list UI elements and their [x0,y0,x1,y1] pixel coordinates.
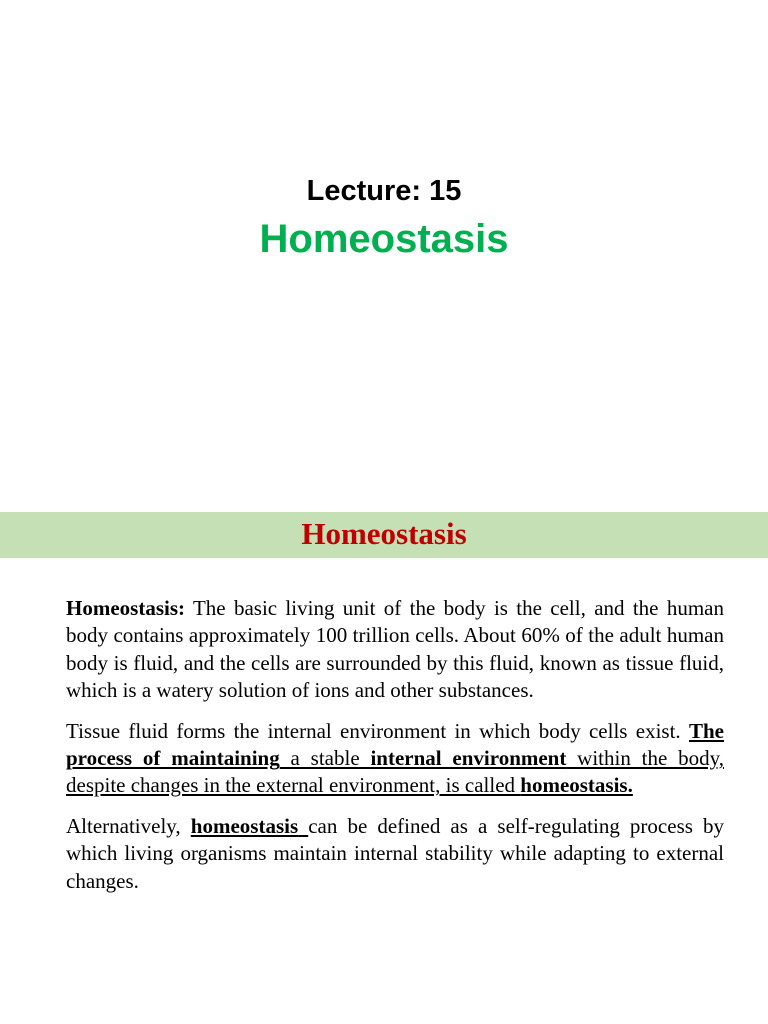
definition-text: The basic living unit of the body is the cell, and the human body contains approximately 100 trillion cells. About 60% of the adult human body is fluid, and the cells are surrounded by this fluid, known as tissue fluid, which is a watery solution of ions and other substances. [66,596,724,702]
plain-phrase: a stable [279,745,371,770]
section-heading-band [0,512,768,558]
paragraph-text: can be defined as a self-regulating process by which living organisms maintain internal stability while adapting to external changes. [66,814,725,893]
paragraph-definition [66,595,724,704]
plain-phrase: within the body, despite changes in the external environment, is called [66,745,724,798]
lecture-number: Lecture: 15 [306,175,462,207]
lecture-title: Homeostasis [259,217,509,261]
paragraph-alternative-definition [66,813,724,895]
paragraph-lead: Tissue fluid forms the internal environment in which body cells exist. [66,718,689,743]
section-heading: Homeostasis [301,516,467,551]
underlined-term [191,814,308,838]
bold-phrase: internal environment [370,745,567,770]
bold-term: homeostasis [190,814,299,839]
bold-phrase: homeostasis. [520,773,633,798]
bold-phrase: The process of maintaining [66,718,724,770]
paragraph-internal-environment [66,718,724,800]
paragraph-lead: Alternatively, [66,814,191,839]
body-text [66,595,724,908]
definition-term: Homeostasis: [66,596,185,620]
